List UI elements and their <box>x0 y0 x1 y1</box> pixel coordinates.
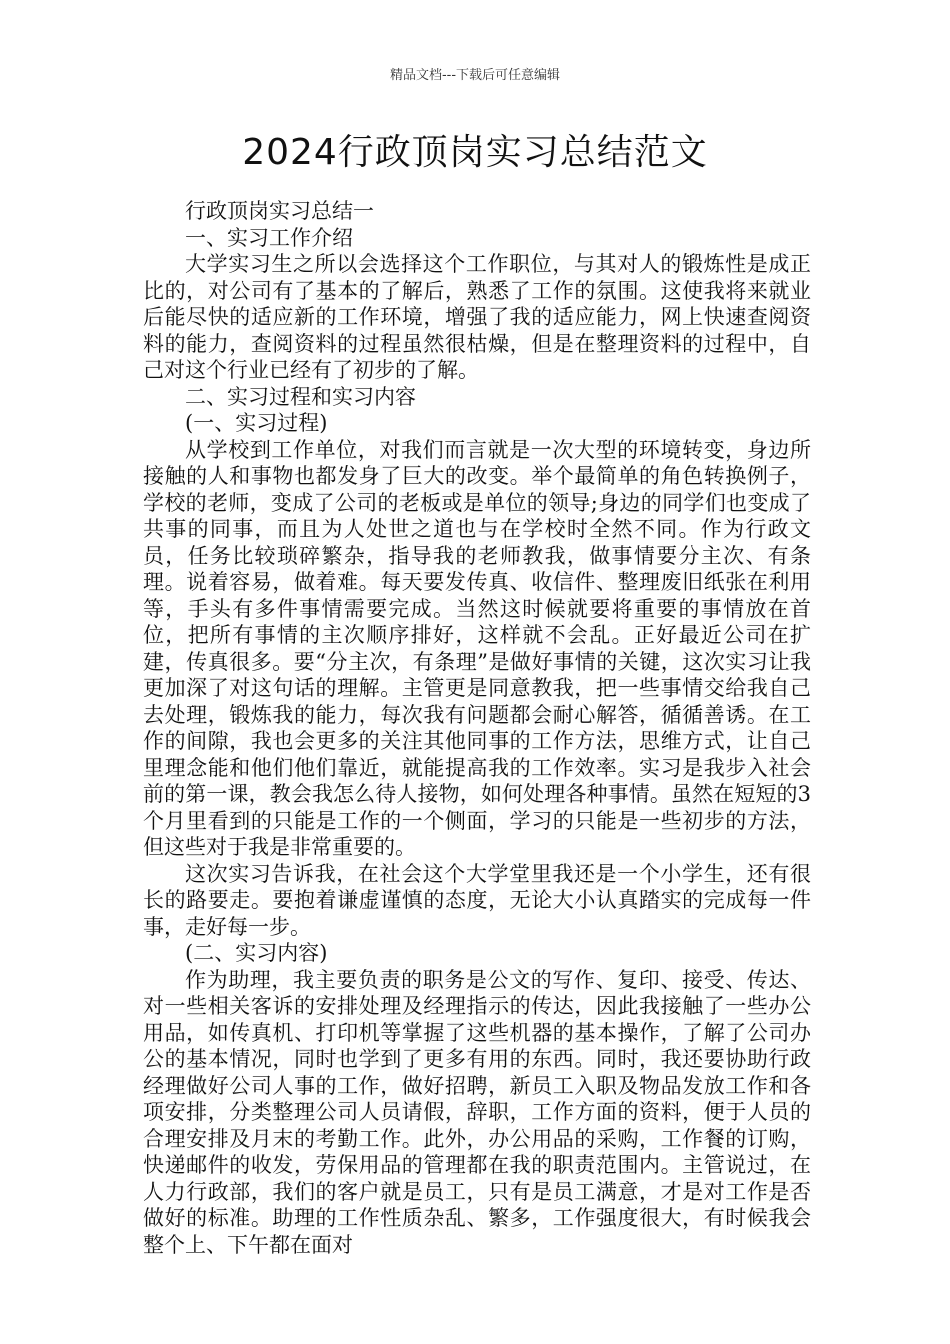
paragraph-content-body: 作为助理，我主要负责的职务是公文的写作、复印、接受、传达、对一些相关客诉的安排处理及经理指示的传达，因此我接触了一些办公用品，如传真机、打印机等掌握了这些机器的基本操作，了解了公司办公的基本情况，同时也学到了更多有用的东西。同时，我还要协助行政经理做好公司人事的工作，做好招聘，新员工入职及物品发放工作和各项安排，分类整理公司人员请假，辞职，工作方面的资料，便于人员的合理安排及月末的考勤工作。此外，办公用品的采购，工作餐的订购，快递邮件的收发，劳保用品的管理都在我的职责范围内。主管说过，在人力行政部，我们的客户就是员工，只有是员工满意，才是对工作是否做好的标准。助理的工作性质杂乱、繁多，工作强度很大，有时候我会整个上、下午都在面对 <box>143 967 811 1257</box>
paragraph-subheading-content: (二、实习内容) <box>185 941 328 965</box>
document-body <box>143 198 811 1258</box>
paragraph-heading-2: 二、实习过程和实习内容 <box>185 384 416 409</box>
paragraph-lesson: 这次实习告诉我，在社会这个大学堂里我还是一个小学生，还有很长的路要走。要抱着谦虚谨慎的态度，无论大小认真踏实的完成每一件事，走好每一步。 <box>143 861 811 939</box>
paragraph-subheading-process: (一、实习过程) <box>185 411 328 435</box>
document-title: 2024行政顶岗实习总结范文 <box>242 132 708 173</box>
paragraph-section-title: 行政顶岗实习总结一 <box>185 199 374 223</box>
header-note: 精品文档---下载后可任意编辑 <box>389 68 561 83</box>
paragraph-intro: 大学实习生之所以会选择这个工作职位，与其对人的锻炼性是成正比的，对公司有了基本的了解后，熟悉了工作的氛围。这使我将来就业后能尽快的适应新的工作环境，增强了我的适应能力，网上快速查阅资料的能力，查阅资料的过程虽然很枯燥，但是在整理资料的过程中，自己对这个行业已经有了初步的了解。 <box>143 252 811 382</box>
paragraph-heading-1: 一、实习工作介绍 <box>185 225 353 250</box>
paragraph-process-body: 从学校到工作单位，对我们而言就是一次大型的环境转变，身边所接触的人和事物也都发身了巨大的改变。举个最简单的角色转换例子，学校的老师，变成了公司的老板或是单位的领导;身边的同学们也变成了共事的同事，而且为人处世之道也与在学校时全然不同。作为行政文员，任务比较琐碎繁杂，指导我的老师教我，做事情要分主次、有条理。说着容易，做着难。每天要发传真、收信件、整理废旧纸张在利用等，手头有多件事情需要完成。当然这时候就要将重要的事情放在首位，把所有事情的主次顺序排好，这样就不会乱。正好最近公司在扩建，传真很多。要“分主次，有条理”是做好事情的关键，这次实习让我更加深了对这句话的理解。主管更是同意教我，把一些事情交给我自己去处理，锻炼我的能力，每次我有问题都会耐心解答，循循善诱。在工作的间隙，我也会更多的关注其他同事的工作方法，思维方式，让自己里理念能和他们他们靠近，就能提高我的工作效率。实习是我步入社会前的第一课，教会我怎么待人接物，如何处理各种事情。虽然在短短的3个月里看到的只能是工作的一个侧面，学习的只能是一些初步的方法，但这些对于我是非常重要的。 <box>143 437 811 859</box>
